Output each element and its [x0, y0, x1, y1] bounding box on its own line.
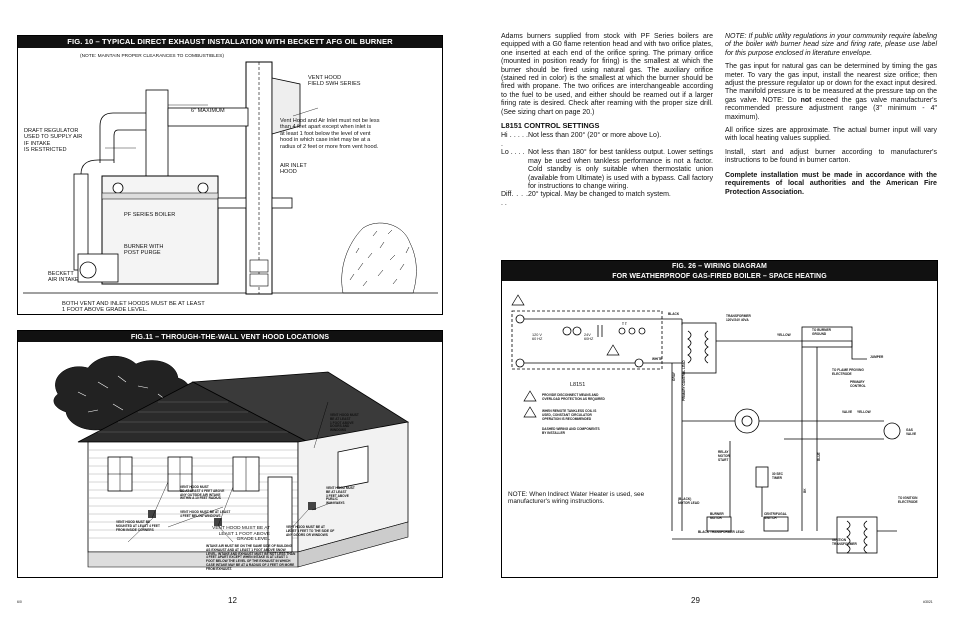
orifice-paragraph: Adams burners supplied from stock with PF Series boilers are equipped with a G0 flame retention head and with two orifice plates, one inserted at each end of the orifice spring. The primary orifice (mounted in position ready for firing) is the smallest at which the burner should be fired using natural gas. The auxiliary orifice (stained red in color) is the smallest at which the burner should be fired with propane. The two orifices are interchangeable according to the fuel to be used, and either should be reamed out if a larger firing rate is desired. Check after reaming with the proper size drill. (See sizing chart on page 20.) [501, 33, 713, 116]
fig26-gray-label: GRAY [672, 372, 676, 381]
fig11-panel [17, 330, 443, 578]
fig26-legend-1: PROVIDE DISCONNECT MEANS AND OVERLOAD PROTECTION AS REQUIRED [542, 393, 605, 401]
setting-lo [501, 149, 713, 191]
fig10-panel [17, 35, 443, 315]
fig11-label-7: VENT HOOD MUST BE AT LEAST 4 FEET TO THE SIDE OF ANY DOORS OR WINDOWS [286, 525, 335, 537]
fig26-panel [501, 260, 938, 578]
fig26-to-ignition-label: TO IGNITION ELECTRODE [898, 496, 918, 504]
fig11-label-5: VENT HOOD MUST BE MOUNTED AT LEAST 4 FEET FROM INSIDE CORNERS [116, 520, 160, 532]
fig26-transformer-label: TRANSFORMER 120V/24V 40VA [726, 314, 751, 322]
fig26-legend-3: DASHED WIRING AND COMPONENTS BY INSTALLER [542, 427, 600, 435]
fig26-relay-label: RELAY MOTOR START [718, 450, 730, 462]
orifice-size-paragraph: All orifice sizes are approximate. The actual burner input will vary with local heating values supplied. [725, 127, 937, 143]
fig26-black-motor-label: (BLACK) MOTOR LEAD [678, 497, 700, 505]
fig26-primary-control-label: PRIMARY CONTROL [850, 380, 866, 388]
fig11-label-2: VENT HOOD MUST BE AT LEAST 4 FEET ABOVE ANY OUTSIDE AIR INTAKE WITHIN A 10 FEET RADIUS [180, 485, 225, 501]
left-page-number: 12 [228, 596, 237, 605]
fig26-bk-label: BK [803, 488, 807, 493]
fig26-legend-2: WHEN REMOTE TANKLESS COIL IS USED, CONSTANT CIRCULATOR OPERATION IS RECOMMENDED [542, 409, 597, 421]
utility-note: NOTE: If public utility regulations in your community require labeling of the boiler with burner head size and firing rate, please use label for this purpose enclosed in literature envelope. [725, 33, 937, 57]
setting-lo-value: Not less than 180° for best tankless output. Lower settings may be used when tankless performance is not a factor. Cold standby is only suitable when thermostatic union (available from Ultimate) is used with a bypass. Call factory for instructions to change wiring. [528, 149, 713, 190]
fig26-ignition-label: IGNITION TRANSFORMER [832, 538, 857, 546]
setting-diff-key: Diff. . . . . . [501, 191, 528, 207]
fig10-air-inlet-hood-label: AIR INLET HOOD [280, 163, 307, 176]
fig26-indirect-note: NOTE: When Indirect Water Heater is used, see manufacturer's wiring instructions. [508, 491, 645, 506]
fig26-control-name: L8151 [570, 382, 586, 388]
setting-diff-value: 20° typical. May be changed to match system. [528, 191, 671, 199]
fig10-pf-boiler-label: PF SERIES BOILER [124, 212, 176, 218]
fig11-title: FIG.11 – THROUGH-THE-WALL VENT HOOD LOCATIONS [18, 331, 442, 342]
fig26-pwr-label: 120 V 60 HZ [532, 333, 543, 342]
fig26-yellow2-label: YELLOW [857, 410, 871, 414]
fig10-title: FIG. 10 – TYPICAL DIRECT EXHAUST INSTALLATION WITH BECKETT AFG OIL BURNER [18, 36, 442, 48]
fig10-hood-rule-label: Vent Hood and Air Inlet must not be less than 4 feet apart except when inlet is at least 1 foot below the level of vent hood in which case inlet may be at a radius of 2 feet or more from vent hood. [280, 118, 380, 150]
fig26-primary-lead-label: PRIMARY CONTROL LEAD [682, 360, 686, 401]
fig26-thermal-label: TO BURNER GROUND [812, 328, 831, 336]
setting-hi-key: Hi . . . . . . [501, 132, 528, 148]
fig11-label-3: VENT HOOD MUST BE AT LEAST 3 FEET ABOVE PUBLIC WALKWAYS [326, 486, 355, 506]
fig26-white-label: WHITE [652, 357, 663, 361]
setting-hi-value: Not less than 200° (20° or more above Lo). [528, 132, 662, 140]
fig26-burner-motor-label: BURNER MOTOR [710, 512, 724, 520]
fig10-draft-regulator-label: DRAFT REGULATOR USED TO SUPPLY AIR IF INTAKE IS RESTRICTED [24, 128, 83, 154]
fig10-drawing [18, 48, 443, 315]
fig11-label-6: VENT HOOD MUST BE AT LEAST 1 FOOT ABOVE GRADE LEVEL [212, 526, 270, 543]
fig26-black-label: BLACK [668, 312, 680, 316]
gas-input-text: The gas input for natural gas can be determined by timing the gas meter. To vary the gas input, install the nearest size orifice; then adjust the pressure regulator up or down for the exact input desired. The manifold pressure is to be measured at the pressure tap on the gas valve. NOTE: Do [725, 63, 937, 104]
fig10-footer: BOTH VENT AND INLET HOODS MUST BE AT LEAST 1 FOOT ABOVE GRADE LEVEL. [62, 301, 205, 313]
fig11-label-1: VENT HOOD MUST BE AT LEAST 1 FOOT ABOVE DOORS AND WINDOWS [330, 413, 359, 433]
fig10-beckett-intake-label: BECKETT AIR INTAKE [48, 271, 79, 284]
gas-input-paragraph [725, 63, 937, 122]
fig11-label-8: INTAKE AIR MUST BE ON THE SAME SIDE OF BUILDING AS EXHAUST AND AT LEAST 1 FOOT ABOVE SNOW LEVEL. INTAKE AND EXHAUST MUST BE NOT LESS THAN 4 FEET APART EXCEPT WHEN INTAKE IS AT LEAST 1 FOOT BELOW THE LEVEL OF THE EXHAUST IN WHICH CASE INTAKE MAY BE AT A RADIUS OF 2 FEET OR MORE FROM EXHAUST. [206, 544, 296, 571]
fig26-title-line2: FOR WEATHERPROOF GAS-FIRED BOILER – SPACE HEATING [612, 272, 827, 280]
setting-diff [501, 191, 713, 208]
compliance-paragraph: Complete installation must be made in accordance with the requirements of local authorities and the American Fire Protection Association. [725, 170, 937, 196]
fig26-jumper-label: JUMPER [870, 355, 884, 359]
fig26-tt-label: T T [622, 322, 627, 326]
fig26-black-transformer-label: BLACK TRANSFORMER LEAD [698, 530, 745, 534]
fig26-valve-label: VALVE [842, 410, 853, 414]
setting-hi [501, 132, 713, 149]
gas-input-not: not [800, 96, 812, 104]
setting-lo-key: Lo . . . . [501, 149, 525, 157]
fig26-yellow-label: YELLOW [777, 333, 791, 337]
right-page [477, 0, 954, 618]
install-paragraph: Install, start and adjust burner according to manufacturer's instructions to be found in burner carton. [725, 148, 937, 165]
fig26-blue-label: BLUE [817, 452, 821, 461]
fig10-note: (NOTE: MAINTAIN PROPER CLEARANCES TO COMBUSTIBLES) [80, 54, 224, 59]
fig26-to-flame-label: TO FLAME PROVING ELECTRODE [832, 368, 864, 376]
right-corner-code: #3021 [923, 600, 933, 604]
fig10-vent-hood-label: VENT HOOD FIELD SWH SERIES [308, 75, 361, 88]
fig26-title-line1: FIG. 26 – WIRING DIAGRAM [672, 263, 767, 270]
fig11-label-4: VENT HOOD MUST BE AT LEAST 4 FEET BELOW WINDOWS [180, 510, 231, 518]
right-page-number: 29 [691, 596, 700, 605]
fig10-burner-label: BURNER WITH POST PURGE [124, 244, 164, 257]
left-corner-code: 6/0 [17, 600, 22, 604]
right-column-2 [725, 33, 937, 201]
fig26-gas-valve-label: GAS VALVE [906, 428, 917, 436]
fig26-timer-label: 30 SEC TIMER [772, 472, 783, 480]
l8151-heading: L8151 CONTROL SETTINGS [501, 121, 600, 131]
fig26-24v-label: 24V 60HZ [584, 333, 594, 342]
gas-input-text-b: exceed the gas valve manufacturer's recommended pressure adjustment range (3" minimum - 4" maximum). [725, 96, 938, 121]
fig10-six-max-label: 6" MAXIMUM [191, 108, 225, 114]
right-column-1 [501, 33, 713, 208]
fig26-centrifugal-label: CENTRIFUGAL SWITCH [764, 512, 787, 520]
fig26-title [502, 261, 937, 281]
